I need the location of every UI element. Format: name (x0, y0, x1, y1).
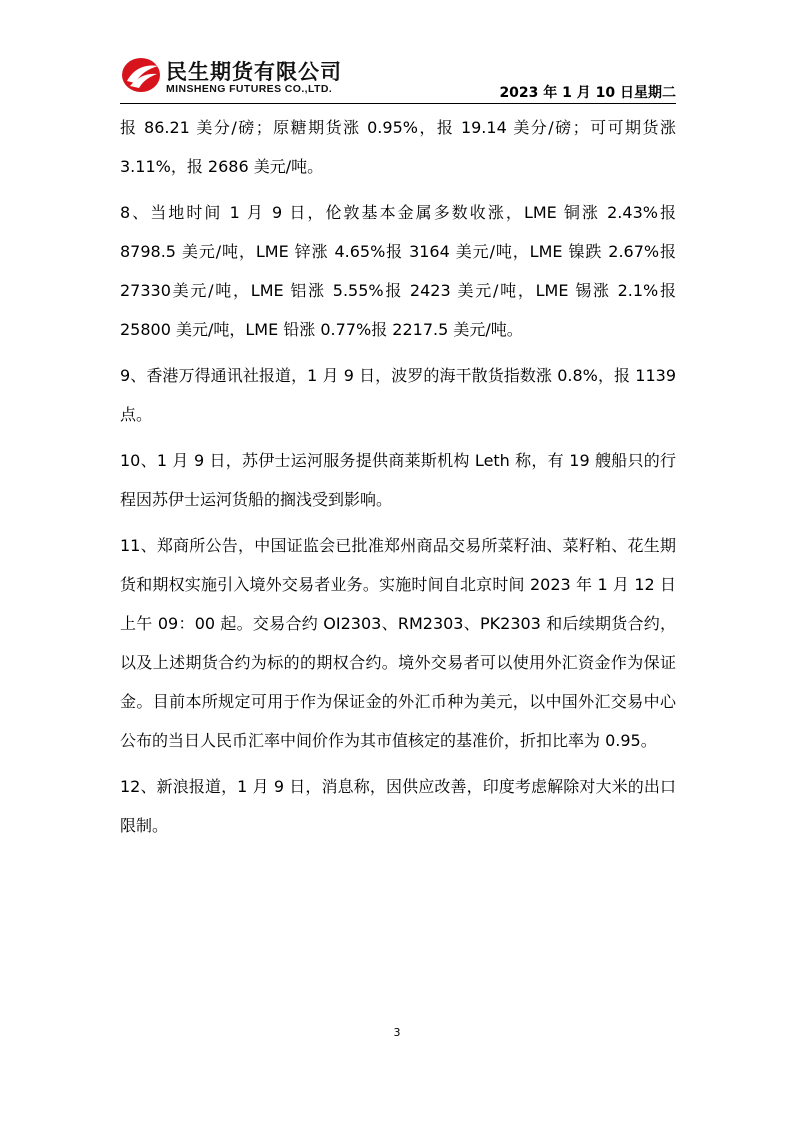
company-name-cn: 民生期货有限公司 (166, 60, 342, 84)
paragraph-11-zce-announcement: 11、郑商所公告，中国证监会已批准郑州商品交易所菜籽油、菜籽粕、花生期货和期权实施引入境外交易者业务。实施时间自北京时间 2023 年 1 月 12 日上午 09：00 起。交易合约 OI2303、RM2303、PK2303 和后续期货合约，以及上述期货合约为标的的期权合约。境外交易者可以使用外汇资金作为保证金。目前本所规定可用于作为保证金的外汇币种为美元，以中国外汇交易中心公布的当日人民币汇率中间价作为其市值核定的基准价，折扣比率为 0.95。 (120, 536, 676, 750)
header-divider (120, 103, 676, 104)
report-date: 2023 年 1 月 10 日星期二 (499, 85, 676, 101)
page-header (120, 50, 676, 106)
paragraph-12-india-rice: 12、新浪报道，1 月 9 日，消息称，因供应改善，印度考虑解除对大米的出口限制。 (120, 777, 676, 835)
page-number: 3 (393, 1026, 401, 1039)
paragraph-continued: 报 86.21 美分/磅；原糖期货涨 0.95%，报 19.14 美分/磅；可可期货涨 3.11%，报 2686 美元/吨。 (120, 118, 676, 176)
minsheng-logo-icon (120, 56, 162, 94)
paragraph-9-baltic-index: 9、香港万得通讯社报道，1 月 9 日，波罗的海干散货指数涨 0.8%，报 1139 点。 (120, 366, 676, 424)
company-name-en: MINSHENG FUTURES CO.,LTD. (166, 83, 333, 95)
document-body (120, 108, 676, 845)
paragraph-10-suez-canal: 10、1 月 9 日，苏伊士运河服务提供商莱斯机构 Leth 称，有 19 艘船只的行程因苏伊士运河货船的搁浅受到影响。 (120, 451, 676, 509)
paragraph-8-lme-metals: 8、当地时间 1 月 9 日，伦敦基本金属多数收涨，LME 铜涨 2.43%报 8798.5 美元/吨，LME 锌涨 4.65%报 3164 美元/吨，LME 镍跌 2.67%报 27330美元/吨，LME 铝涨 5.55%报 2423 美元/吨，LME 锡涨 2.1%报 25800 美元/吨，LME 铅涨 0.77%报 2217.5 美元/吨。 (120, 203, 676, 339)
